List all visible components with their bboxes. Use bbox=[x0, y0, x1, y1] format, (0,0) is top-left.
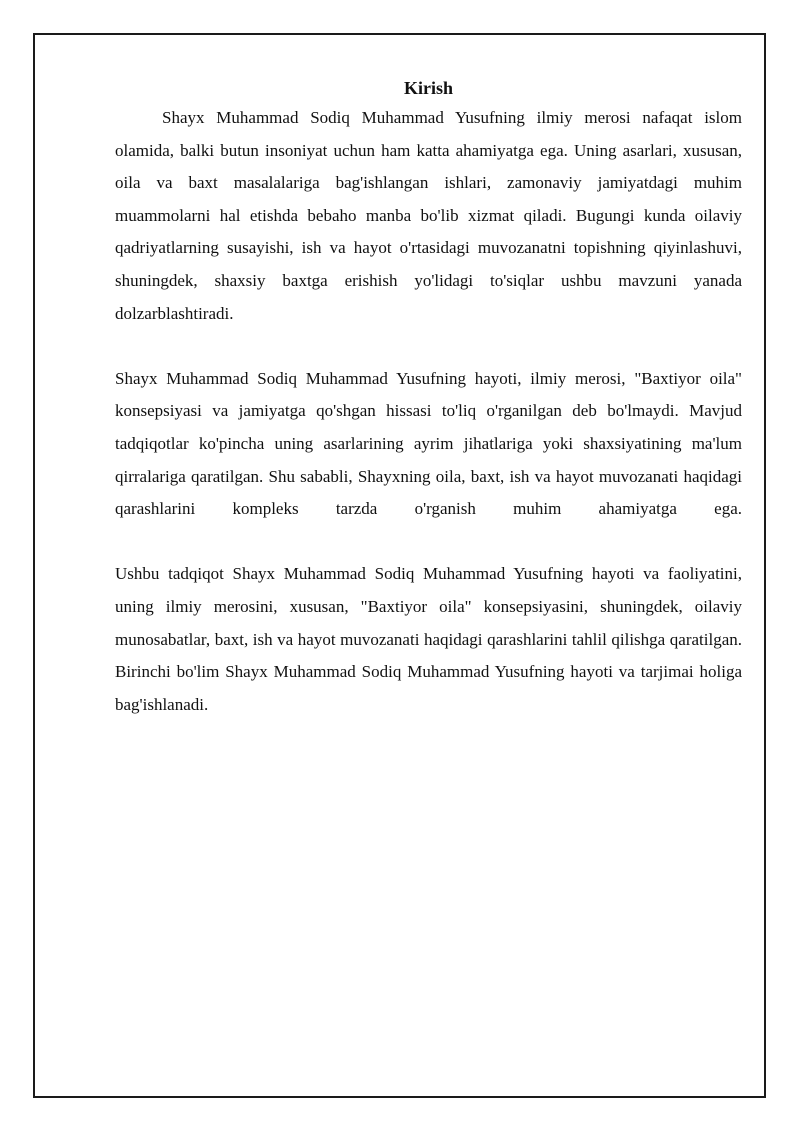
paragraph-2: Shayx Muhammad Sodiq Muhammad Yusufning hayoti, ilmiy merosi, "Baxtiyor oila" konsepsiyasi va jamiyatga qo'shgan hissasi to'liq o'rganilgan deb bo'lmaydi. Mavjud tadqiqotlar ko'pincha uning asarlarining ayrim jihatlariga yoki shaxsiyatining ma'lum qirralariga qaratilgan. Shu sababli, Shayxning oila, baxt, ish va hayot muvozanati haqidagi qarashlarini kompleks tarzda o'rganish muhim ahamiyatga ega. bbox=[115, 368, 742, 519]
paragraph-1: Shayx Muhammad Sodiq Muhammad Yusufning ilmiy merosi nafaqat islom olamida, balki butun insoniyat uchun ham katta ahamiyatga ega. Uning asarlari, xususan, oila va baxt masalalariga bag'ishlangan ishlari, zamonaviy jamiyatdagi muhim muammolarni hal etishda bebaho manba bo'lib xizmat qiladi. Bugungi kunda oilaviy qadriyatlarning susayishi, ish va hayot o'rtasidagi muvozanatni topishning qiyinlashuvi, shuningdek, shaxsiy baxtga erishish yo'lidagi to'siqlar ushbu mavzuni yanada dolzarblashtiradi. bbox=[115, 108, 742, 323]
paragraph-3: Ushbu tadqiqot Shayx Muhammad Sodiq Muhammad Yusufning hayoti va faoliyatini, uning ilmiy merosini, xususan, "Baxtiyor oila" konsepsiyasini, shuningdek, oilaviy munosabatlar, baxt, ish va hayot muvozanati haqidagi qarashlarini tahlil qilishga qaratilgan. Birinchi bo'lim Shayx Muhammad Sodiq Muhammad Yusufning hayoti va tarjimai holiga bag'ishlanadi. bbox=[115, 564, 742, 714]
section-heading: Kirish bbox=[403, 78, 453, 98]
paragraph-spacer bbox=[115, 330, 742, 363]
paragraph-spacer bbox=[115, 526, 742, 559]
document-body bbox=[115, 76, 742, 721]
